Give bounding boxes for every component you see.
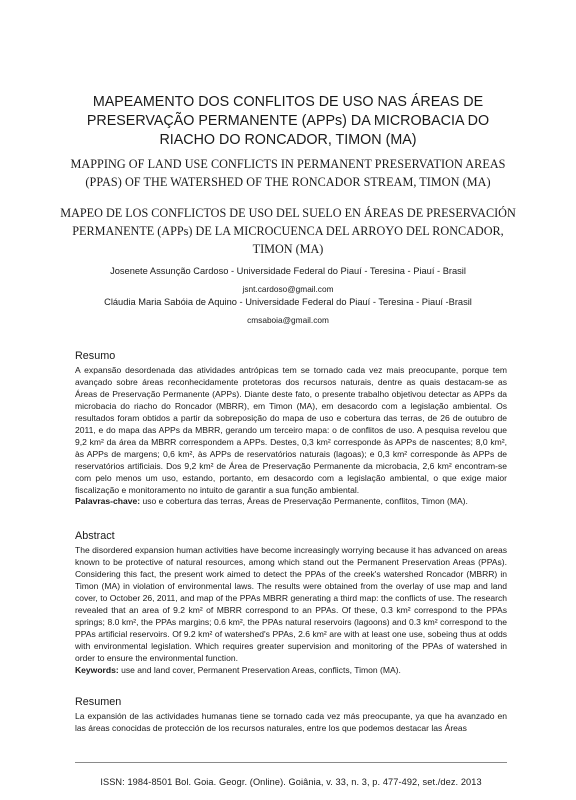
author-block bbox=[60, 296, 516, 326]
author-email: cmsaboia@gmail.com bbox=[247, 315, 329, 325]
resumo-paragraph bbox=[75, 365, 507, 508]
abstract-keywords: use and land cover, Permanent Preservation Areas, conflicts, Timon (MA). bbox=[118, 664, 401, 675]
abstract-heading: Abstract bbox=[75, 530, 115, 542]
resumen-heading: Resumen bbox=[75, 696, 122, 708]
journal-footer: ISSN: 1984-8501 Bol. Goia. Geogr. (Online). Goiânia, v. 33, n. 3, p. 477-492, set./dez. 2013 bbox=[100, 777, 482, 787]
footer-divider bbox=[75, 762, 507, 763]
resumo-keywords-label: Palavras-chave: bbox=[75, 496, 141, 507]
title-english: MAPPING OF LAND USE CONFLICTS IN PERMANENT PRESERVATION AREAS (PPAS) OF THE WATERSHED OF THE RONCADOR STREAM, TIMON (MA) bbox=[70, 157, 506, 189]
abstract-body: The disordered expansion human activities have become increasingly worrying because it has advanced on areas known to be protective of natural resources, among which stand out the Permanent Preservation Areas (PPAs). Considering this fact, the present work aimed to detect the PPAs of the creek's watershed Roncador (MBRR) in Timon (MA) in violation of environmental laws. The results were obtained from the overlay of use map and land cover, to October 26, 2011, and map of the PPAs MBRR generating a third map: the conflicts of use. The research revealed that an area of 9.2 km² of MBRR correspond to an PPAs. Of these, 0.3 km² correspond to the PPAs springs; 8.0 km², the PPAs margins; 0.6 km², the PPAs natural reservoirs (lagoons) and 0.3 km² correspond to the PPAs artificial reservoirs. Of 9.2 km² of watershed's PPAs, 2.6 km² are with at least one use, sobeing thus at odds with environmental legislation. Which requires greater supervision and monitoring of the PPAs of watershed in order to ensure the environmental function. bbox=[75, 545, 507, 663]
abstract-keywords-label: Keywords: bbox=[75, 664, 119, 675]
title-portuguese: MAPEAMENTO DOS CONFLITOS DE USO NAS ÁREAS DE PRESERVAÇÃO PERMANENTE (APPs) DA MICROBACIA DO RIACHO DO RONCADOR, TIMON (MA) bbox=[86, 94, 490, 148]
resumo-keywords: uso e cobertura das terras, Áreas de Preservação Permanente, conflitos, Timon (MA). bbox=[140, 496, 468, 507]
author-affiliation: Cláudia Maria Sabóia de Aquino - Universidade Federal do Piauí - Teresina - Piauí -Brasil bbox=[104, 297, 472, 307]
resumen-body: La expansión de las actividades humanas tiene se tornado cada vez más preocupante, ya que ha avanzado en las áreas conocidas de protección de los recursos naturales, entre los que podemos destacar las Áreas bbox=[75, 711, 507, 733]
resumo-heading: Resumo bbox=[75, 350, 116, 362]
abstract-paragraph bbox=[75, 545, 507, 676]
resumo-body: A expansão desordenada das atividades antrópicas tem se tornado cada vez mais preocupante, porque tem avançado sobre áreas reconhecidamente protetoras dos recursos naturais, dentre as quais destacam-se as Áreas de Preservação Permanente (APPs). Diante deste fato, o presente trabalho objetivou detectar as APPs da microbacia do riacho do Roncador (MBRR), em Timon (MA), em desacordo com a legislação ambiental. Os resultados foram obtidos a partir da sobreposição do mapa de uso e cobertura das terras, de 26 de outubro de 2011, e do mapa das APPs da MBRR, gerando um terceiro mapa: o de conflitos de uso. A pesquisa revelou que 9,2 km² da área da MBRR correspondem a APPs. Destes, 0,3 km² corresponde às APPs de nascentes; 8,0 km², às APPs de margens; 0,6 km², às APPs de reservatórios naturais (lagoas); e 0,3 km² corresponde às APPs de reservatórios artificiais. Dos 9,2 km² de Área de Preservação Permanente da microbacia, 2,6 km² encontram-se com pelo menos um uso, estando, portanto, em desacordo com a legislação ambiental, o que exige maior fiscalização e monitoramento no intuito de garantir a sua função ambiental. bbox=[75, 365, 507, 495]
resumen-paragraph bbox=[75, 711, 507, 735]
author-block bbox=[60, 265, 516, 295]
title-spanish: MAPEO DE LOS CONFLICTOS DE USO DEL SUELO EN ÁREAS DE PRESERVACIÓN PERMANENTE (APPs) DE LA MICROCUENCA DEL ARROYO DEL RONCADOR, TIMON (MA) bbox=[60, 206, 516, 256]
author-email: jsnt.cardoso@gmail.com bbox=[242, 284, 334, 294]
author-affiliation: Josenete Assunção Cardoso - Universidade Federal do Piauí - Teresina - Piauí - Brasil bbox=[110, 266, 466, 276]
